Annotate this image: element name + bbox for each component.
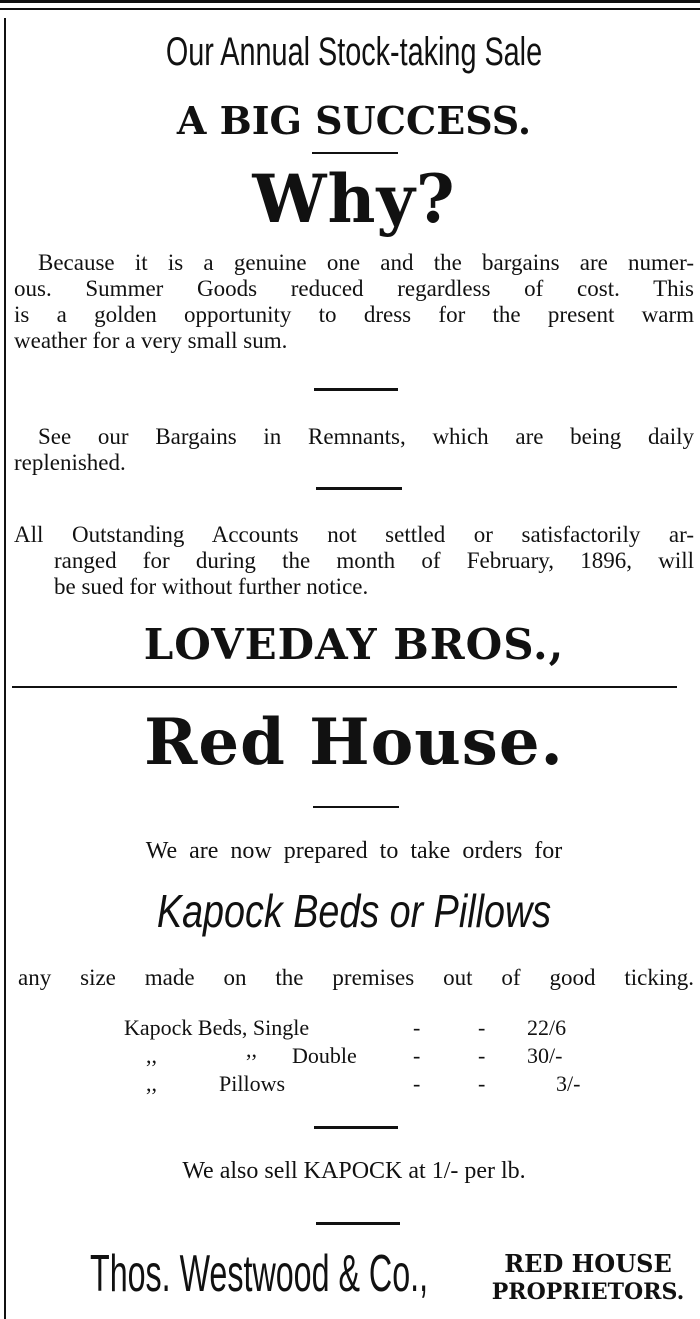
price-dash: - bbox=[478, 1015, 486, 1040]
proprietors-block bbox=[478, 1250, 698, 1306]
big-success-heading: A BIG SUCCESS. bbox=[176, 98, 532, 143]
price-item-name: Kapock Beds, Single bbox=[124, 1015, 310, 1040]
left-column-rule bbox=[4, 18, 6, 1319]
price-dash: - bbox=[478, 1071, 486, 1096]
proprietors-line: PROPRIETORS. bbox=[491, 1279, 685, 1305]
price-list bbox=[0, 1015, 700, 1105]
price-value: 3/- bbox=[556, 1071, 581, 1096]
paragraph-line: ous. Summer Goods reduced regardless of cost. This bbox=[14, 276, 694, 301]
price-ditto-mark: ,, bbox=[146, 1071, 157, 1096]
divider-rule bbox=[313, 806, 399, 808]
divider-rule bbox=[314, 388, 398, 391]
paragraph-line: ranged for during the month of February, 1896, will bbox=[54, 548, 694, 573]
price-value: 22/6 bbox=[527, 1015, 567, 1040]
paragraph-line: is a golden opportunity to dress for the present warm bbox=[14, 302, 694, 327]
paragraph-genuine-sale bbox=[14, 250, 694, 354]
kapock-beds-title: Kapock Beds or Pillows bbox=[156, 885, 552, 937]
sale-heading: Our Annual Stock-taking Sale bbox=[165, 30, 543, 74]
price-ditto-mark: ,, bbox=[146, 1043, 157, 1068]
price-item-name: Pillows bbox=[219, 1071, 286, 1096]
kapock-price-note: We also sell KAPOCK at 1/- per lb. bbox=[182, 1158, 526, 1184]
price-dash: - bbox=[413, 1071, 421, 1096]
orders-intro: We are now prepared to take orders for bbox=[145, 838, 563, 864]
divider-rule bbox=[314, 1126, 398, 1129]
red-house-title: Red House. bbox=[144, 705, 564, 780]
divider-rule bbox=[316, 487, 402, 490]
price-item-name: Double bbox=[292, 1043, 357, 1068]
price-value: 30/- bbox=[527, 1043, 563, 1068]
paragraph-remnants bbox=[14, 424, 694, 476]
divider-rule bbox=[312, 152, 398, 154]
loveday-bros-signature: LOVEDAY BROS., bbox=[143, 620, 565, 669]
price-dash: - bbox=[413, 1015, 421, 1040]
paragraph-line: replenished. bbox=[14, 450, 126, 475]
price-dash: - bbox=[413, 1043, 421, 1068]
firm-name: Thos. Westwood & Co., bbox=[90, 1245, 429, 1303]
paragraph-line: Because it is a genuine one and the bargains are numer- bbox=[38, 250, 694, 275]
why-heading: Why? bbox=[252, 160, 456, 238]
paragraph-line: be sued for without further notice. bbox=[54, 574, 369, 599]
premises-description: any size made on the premises out of good ticking. bbox=[18, 965, 694, 990]
divider-rule bbox=[316, 1222, 400, 1225]
paragraph-line: weather for a very small sum. bbox=[14, 328, 288, 353]
advertisement-separator-rule bbox=[12, 686, 677, 688]
paragraph-outstanding-accounts bbox=[14, 522, 694, 600]
price-ditto-mark: ,, bbox=[246, 1037, 257, 1062]
paragraph-line: All Outstanding Accounts not settled or satisfactorily ar- bbox=[14, 522, 694, 547]
proprietors-line: RED HOUSE bbox=[504, 1249, 672, 1278]
price-dash: - bbox=[478, 1043, 486, 1068]
paragraph-line: See our Bargains in Remnants, which are being daily bbox=[38, 424, 694, 449]
top-border-thick bbox=[0, 0, 700, 3]
top-border-thin bbox=[0, 8, 700, 10]
